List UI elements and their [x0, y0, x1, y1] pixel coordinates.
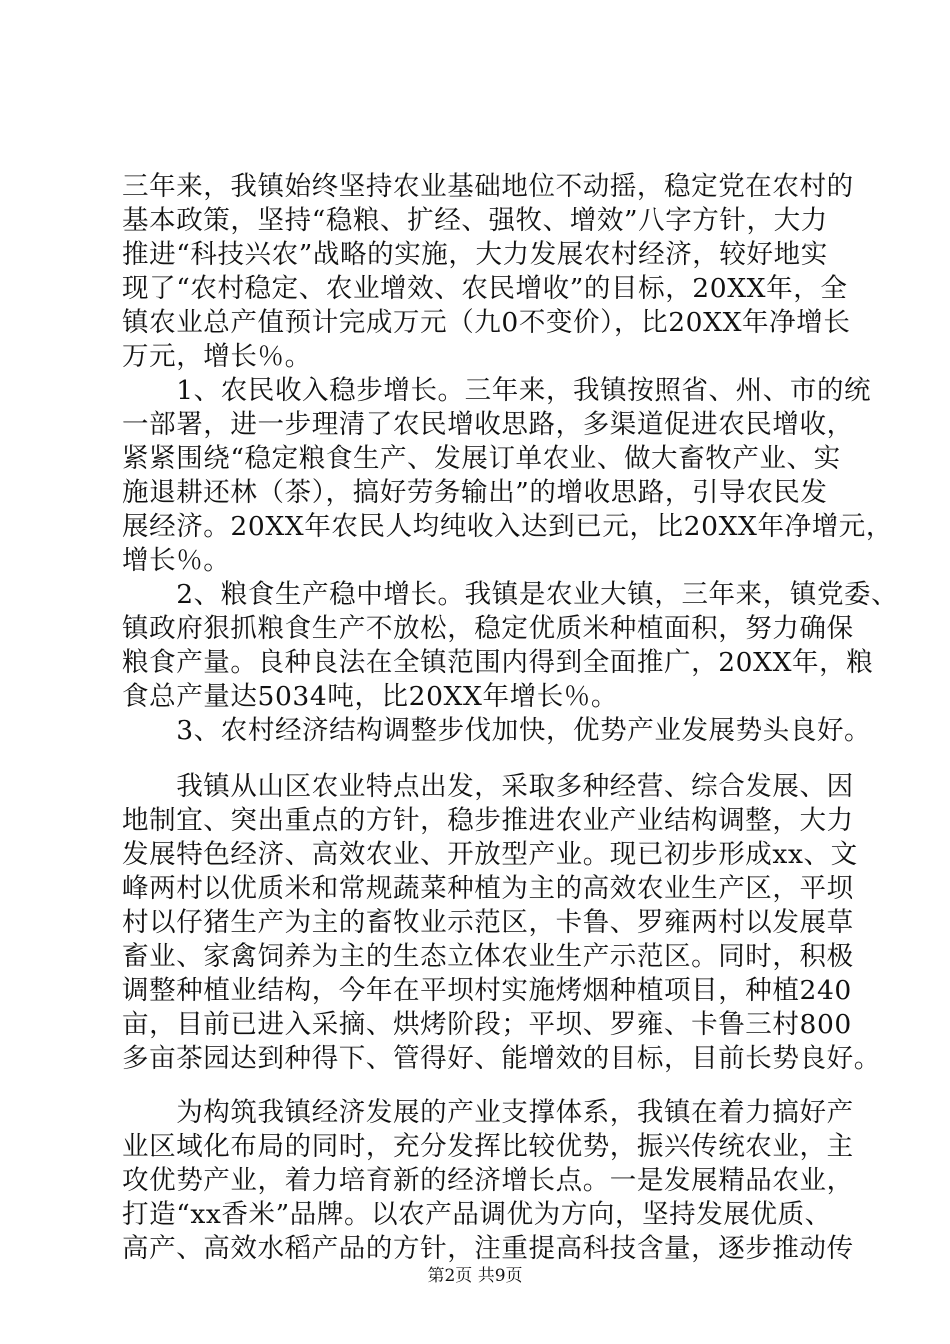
text-line: 发展特色经济、高效农业、开放型产业。现已初步形成xx、文: [122, 839, 858, 870]
text-line: 村以仔猪生产为主的畜牧业示范区，卡鲁、罗雍两村以发展草: [122, 907, 854, 938]
text-line: 施退耕还林（茶），搞好劳务输出”的增收思路，引导农民发: [122, 477, 828, 508]
text-line: 增长％。: [122, 545, 231, 576]
text-line: 食总产量达5034吨，比20XX年增长％。: [122, 681, 618, 712]
text-line: 三年来，我镇始终坚持农业基础地位不动摇，稳定党在农村的: [122, 171, 854, 202]
text-line: 地制宜、突出重点的方针，稳步推进农业产业结构调整，大力: [122, 805, 854, 836]
text-line: 粮食产量。良种良法在全镇范围内得到全面推广，20XX年，粮: [122, 647, 874, 678]
text-line: 畜业、家禽饲养为主的生态立体农业生产示范区。同时，积极: [122, 941, 854, 972]
text-line: 基本政策，坚持“稳粮、扩经、强牧、增效”八字方针，大力: [122, 205, 828, 236]
text-line: 镇农业总产值预计完成万元（九0不变价），比20XX年净增长: [122, 307, 851, 338]
text-line: 推进“科技兴农”战略的实施，大力发展农村经济，较好地实: [122, 239, 828, 270]
text-line: 多亩茶园达到种得下、管得好、能增效的目标，目前长势良好。: [122, 1043, 881, 1074]
text-line: 为构筑我镇经济发展的产业支撑体系，我镇在着力搞好产: [122, 1097, 854, 1128]
text-line: 亩，目前已进入采摘、烘烤阶段；平坝、罗雍、卡鲁三村800: [122, 1009, 852, 1040]
text-line: 调整种植业结构，今年在平坝村实施烤烟种植项目，种植240: [122, 975, 852, 1006]
text-line: 3、农村经济结构调整步伐加快，优势产业发展势头良好。: [122, 715, 872, 746]
text-line: 镇政府狠抓粮食生产不放松，稳定优质米种植面积，努力确保: [122, 613, 854, 644]
text-line: 打造“xx香米”品牌。以农产品调优为方向，坚持发展优质、: [122, 1199, 832, 1230]
text-line: 1、农民收入稳步增长。三年来，我镇按照省、州、市的统: [122, 375, 872, 406]
text-line: 万元，增长％。: [122, 341, 312, 372]
text-line: 业区域化布局的同时，充分发挥比较优势，振兴传统农业，主: [122, 1131, 854, 1162]
text-line: 高产、高效水稻产品的方针，注重提高科技含量，逐步推动传: [122, 1233, 854, 1264]
text-line: 攻优势产业，着力培育新的经济增长点。一是发展精品农业，: [122, 1165, 854, 1196]
page-footer: 第2页 共9页: [427, 1266, 523, 1286]
text-line: 2、粮食生产稳中增长。我镇是农业大镇，三年来，镇党委、: [122, 579, 899, 610]
text-line: 一部署，进一步理清了农民增收思路，多渠道促进农民增收，: [122, 409, 854, 440]
text-line: 展经济。20XX年农民人均纯收入达到已元，比20XX年净增元，: [122, 511, 894, 542]
text-line: 现了“农村稳定、农业增效、农民增收”的目标，20XX年，全: [122, 273, 848, 304]
text-line: 我镇从山区农业特点出发，采取多种经营、综合发展、因: [122, 771, 854, 802]
text-line: 紧紧围绕“稳定粮食生产、发展订单农业、做大畜牧产业、实: [122, 443, 841, 474]
text-line: 峰两村以优质米和常规蔬菜种植为主的高效农业生产区，平坝: [122, 873, 854, 904]
